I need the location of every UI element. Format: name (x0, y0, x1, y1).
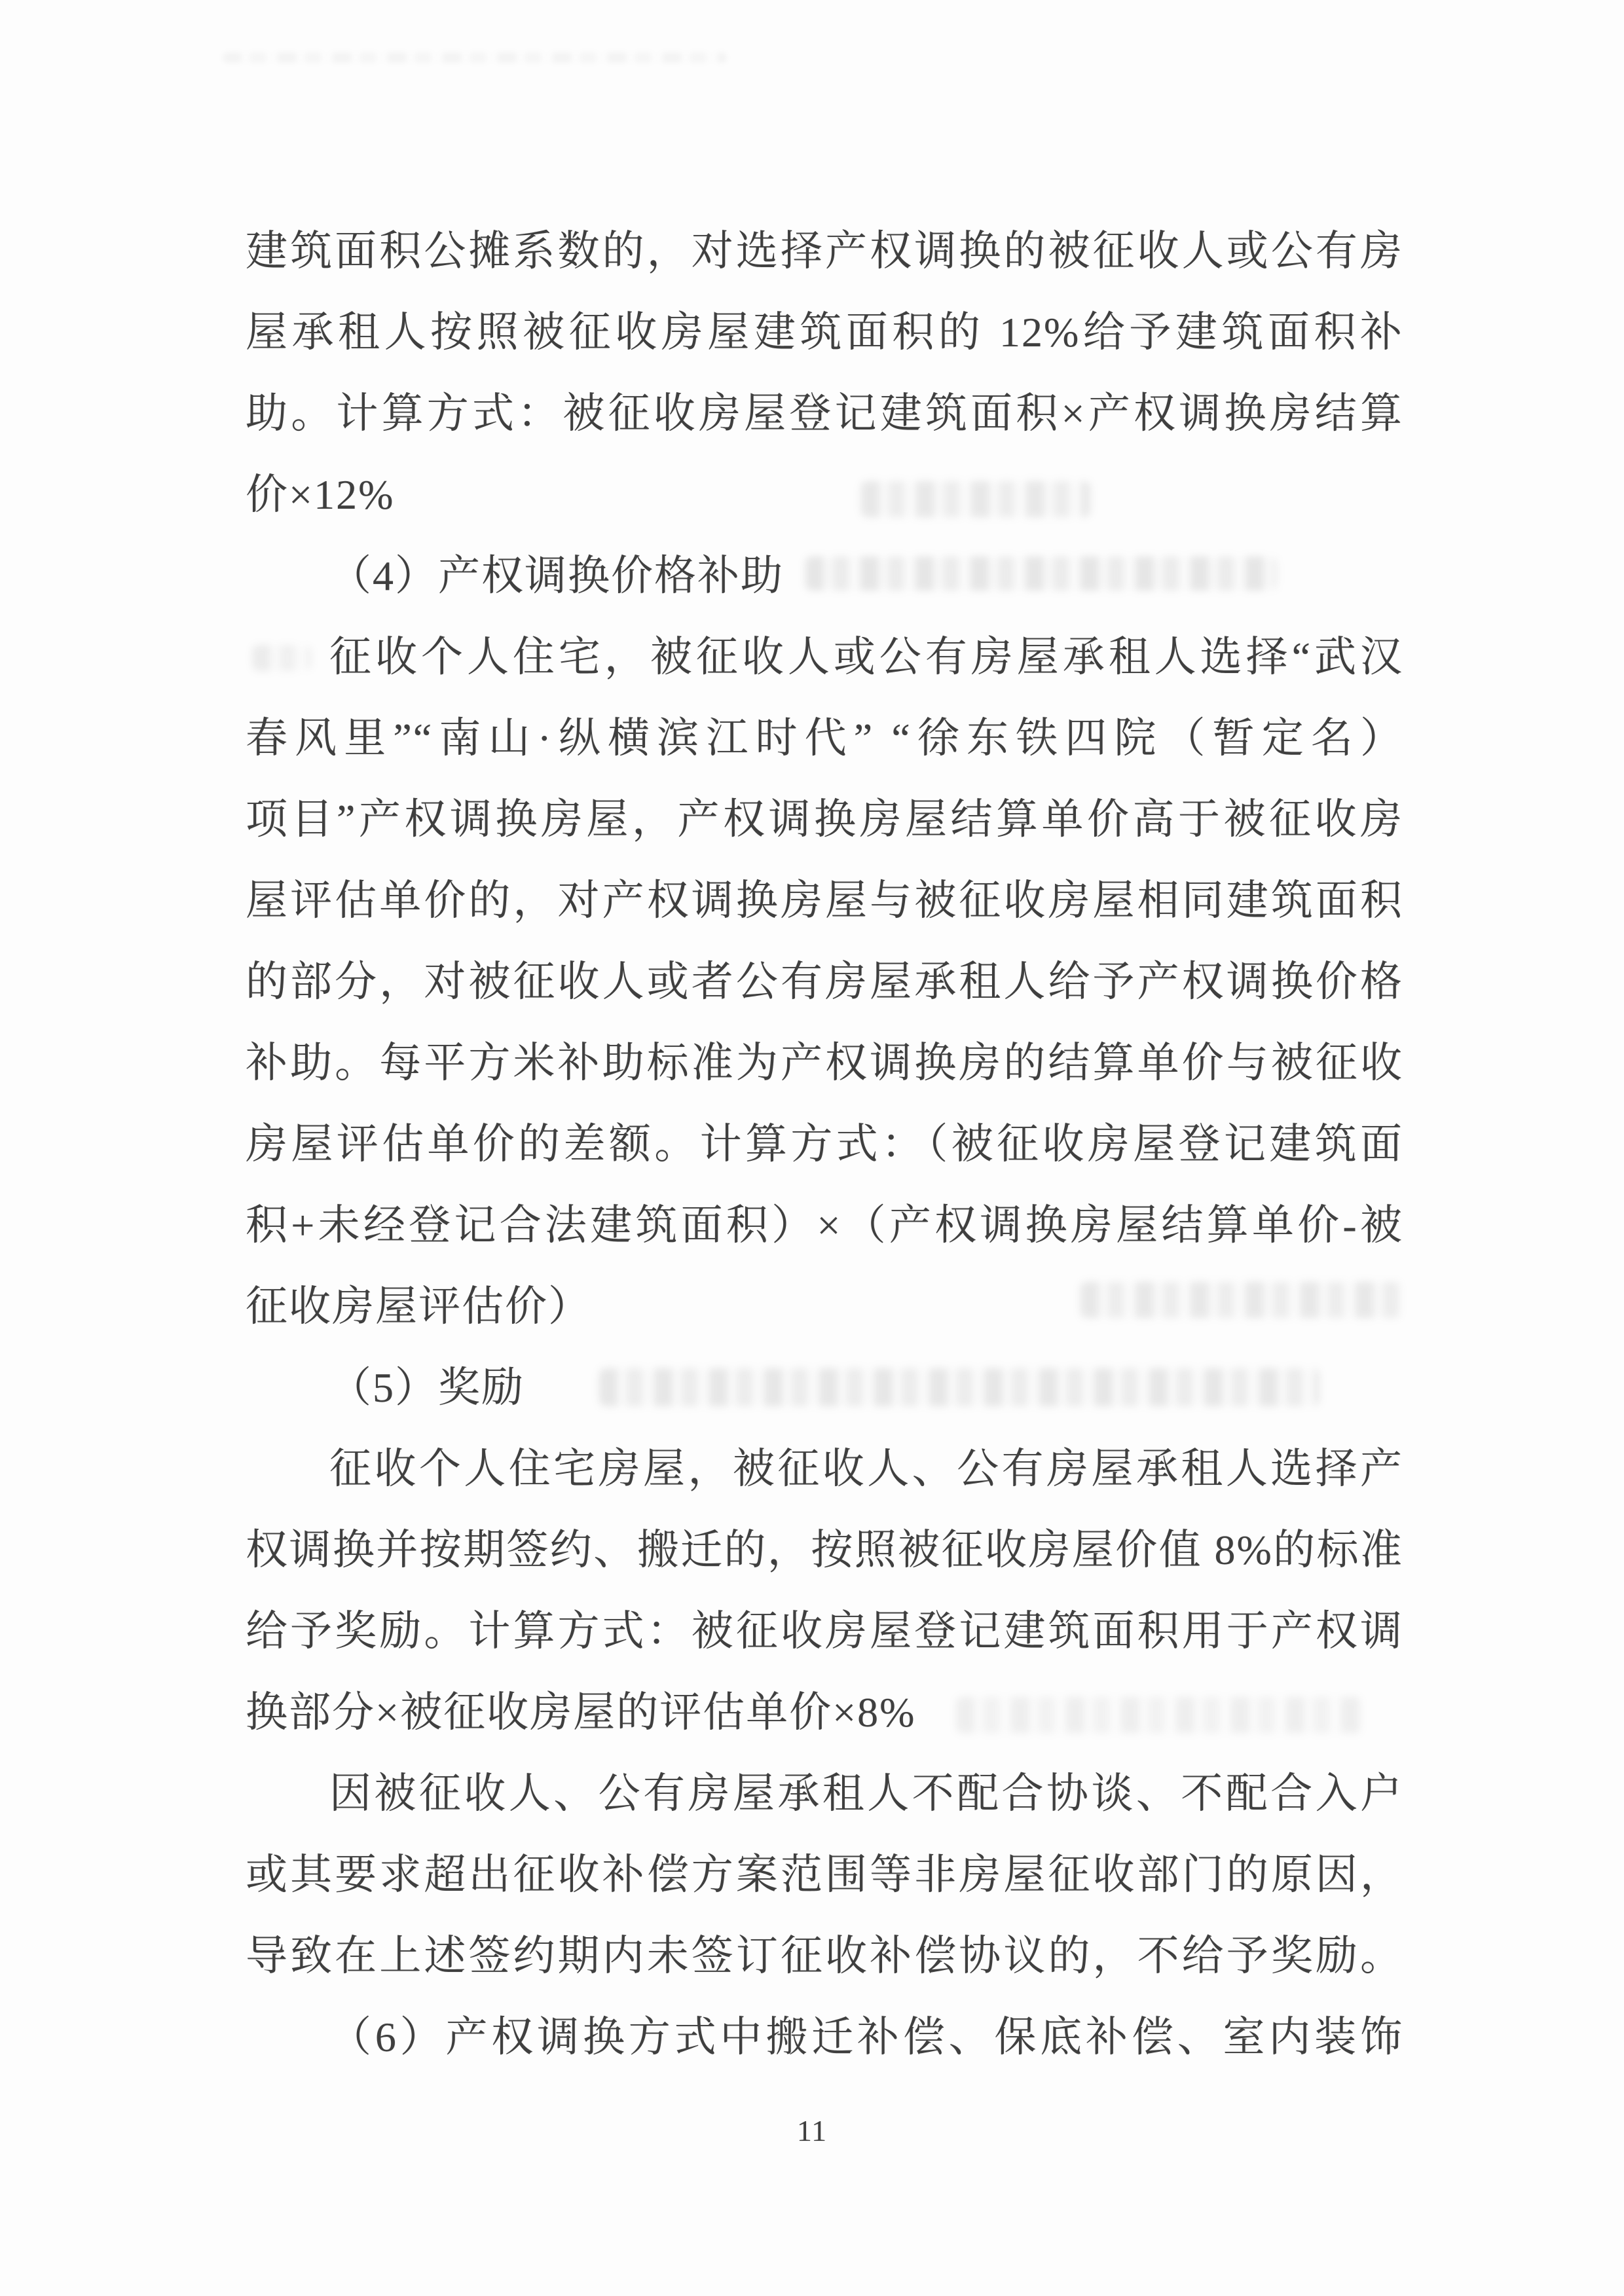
text-line: 的部分，对被征收人或者公有房屋承租人给予产权调换价格 (246, 958, 1403, 1005)
text-line: 屋评估单价的，对产权调换房屋与被征收房屋相同建筑面积 (246, 877, 1403, 924)
text-line: （6）产权调换方式中搬迁补偿、保底补偿、室内装饰 (329, 2014, 1403, 2060)
text-line: 屋承租人按照被征收房屋建筑面积的 12%给予建筑面积补 (246, 309, 1403, 355)
text-line: 补助。每平方米补助标准为产权调换房的结算单价与被征收 (246, 1040, 1403, 1086)
text-line: 权调换并按期签约、搬迁的，按照被征收房屋价值 8%的标准 (246, 1527, 1403, 1573)
text-line: 征收房屋评估价） (246, 1283, 591, 1330)
text-line: 换部分×被征收房屋的评估单价×8% (246, 1689, 916, 1736)
text-line: 导致在上述签约期内未签订征收补偿协议的，不给予奖励。 (246, 1933, 1403, 1979)
text-line: 征收个人住宅房屋，被征收人、公有房屋承租人选择产 (329, 1446, 1403, 1492)
text-line: 房屋评估单价的差额。计算方式：（被征收房屋登记建筑面 (246, 1121, 1403, 1167)
text-line: 因被征收人、公有房屋承租人不配合协谈、不配合入户 (329, 1770, 1403, 1817)
bleed-through-smudge (223, 52, 727, 63)
section-heading: （5）奖励 (329, 1364, 525, 1411)
text-line: 积+未经登记合法建筑面积）×（产权调换房屋结算单价-被 (246, 1202, 1403, 1248)
text-line: 春风里”“南山·纵横滨江时代” “徐东铁四院（暂定名） (246, 715, 1403, 761)
page-number: 11 (796, 2114, 828, 2147)
text-line: 征收个人住宅，被征收人或公有房屋承租人选择“武汉 (329, 634, 1403, 680)
text-line: 价×12% (246, 471, 395, 518)
text-line: 给予奖励。计算方式：被征收房屋登记建筑面积用于产权调 (246, 1608, 1403, 1654)
text-line: 项目”产权调换房屋，产权调换房屋结算单价高于被征收房 (246, 796, 1403, 843)
text-line: 建筑面积公摊系数的，对选择产权调换的被征收人或公有房 (246, 228, 1403, 274)
body-text (246, 211, 1403, 2078)
section-heading: （4）产权调换价格补助 (329, 553, 784, 599)
text-line: 或其要求超出征收补偿方案范围等非房屋征收部门的原因， (246, 1851, 1403, 1898)
text-line: 助。计算方式：被征收房屋登记建筑面积×产权调换房结算 (246, 390, 1403, 437)
